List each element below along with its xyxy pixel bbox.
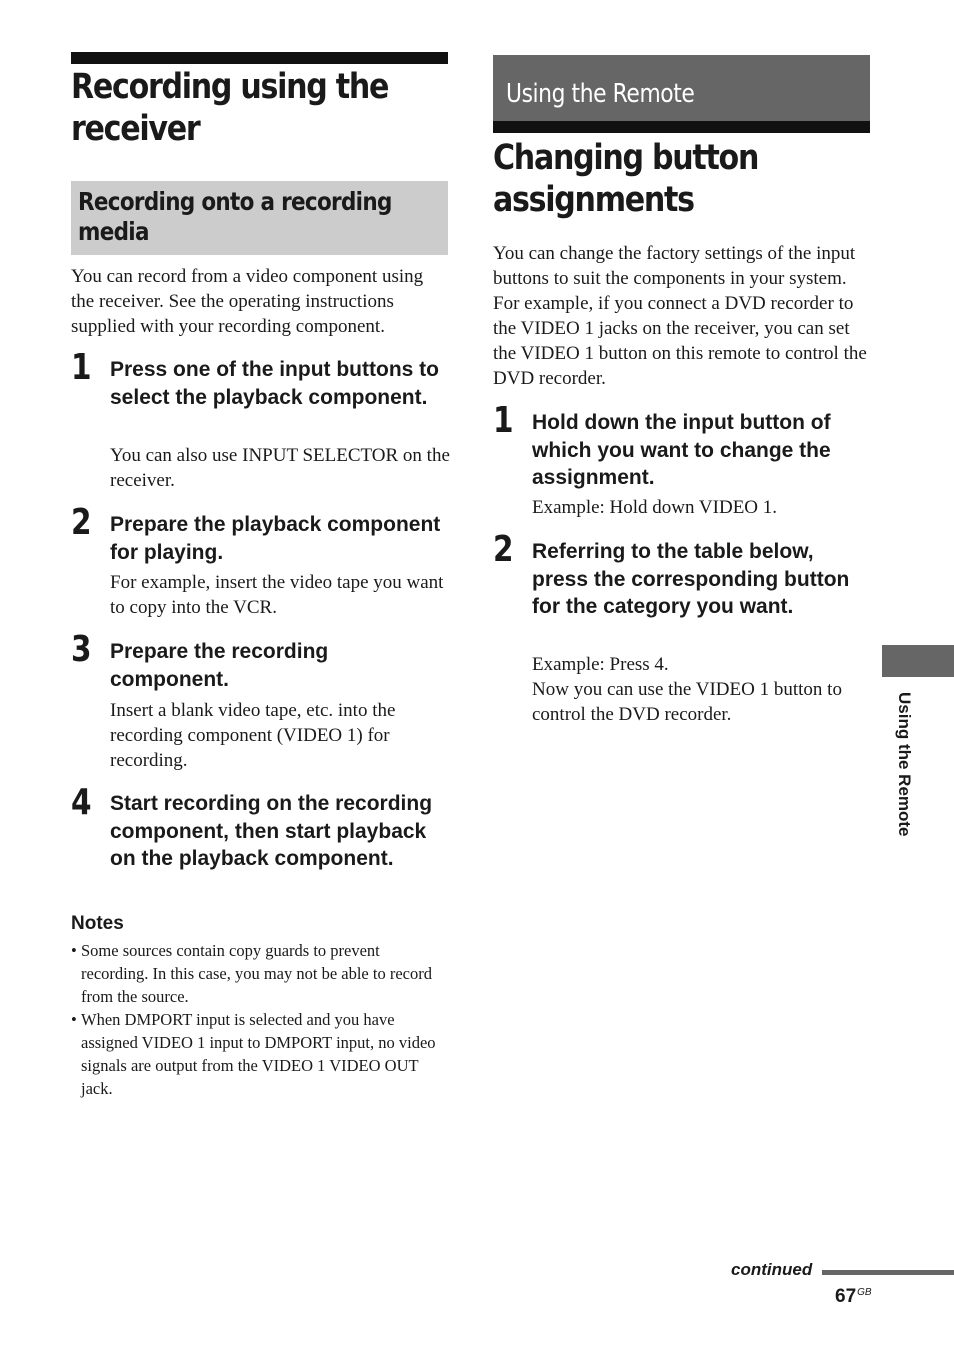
section-subheading: Recording onto a recording media [78,187,392,246]
step-title: Prepare the recording component. [110,640,329,691]
step-number: 1 [493,400,514,441]
page-number-value: 67 [835,1286,857,1307]
step-number: 1 [71,347,92,388]
page-number [835,1281,872,1309]
step-description: Example: Press 4. [532,654,669,675]
step-title: Start recording on the recording component, then start playback on the playback component. [110,792,433,870]
title-rule [71,52,448,64]
section-label-bar [493,55,870,121]
intro-paragraph: You can record from a video component using the receiver. See the operating instructions supplied with your recording component. [71,266,424,337]
step-description: Insert a blank video tape, etc. into the recording component (VIDEO 1) for recording. [110,700,396,771]
chapter-tab-label-box [893,692,917,872]
page-title: Recording using the receiver [71,67,389,149]
page-number-suffix: GB [857,1287,872,1298]
section-title: Changing button assignments [493,138,759,220]
step-title: Hold down the input button of which you want to change the assignment. [532,411,831,489]
step-title: Press one of the input buttons to select the playback component. [110,358,439,409]
note-item: • When DMPORT input is selected and you have assigned VIDEO 1 input to DMPORT input, no video signals are output from the VIDEO 1 VIDEO OUT jack. [71,1008,451,1100]
continued-label: continued [731,1260,813,1279]
step-title: Referring to the table below, press the corresponding button for the category you want. [532,540,850,618]
continued-rule [822,1270,954,1275]
note-item: • Some sources contain copy guards to prevent recording. In this case, you may not be able to record from the source. [71,939,451,1008]
step-number: 2 [493,529,514,570]
step-description-continued: Now you can use the VIDEO 1 button to control the DVD recorder. [532,679,842,725]
step-number: 4 [71,782,92,823]
section-subheading-box [71,181,448,255]
step-description: You can also use INPUT SELECTOR on the receiver. [110,445,450,491]
intro-paragraph: You can change the factory settings of the input buttons to suit the components in your system. For example, if you connect a DVD recorder to the VIDEO 1 jacks on the receiver, you can set the VIDEO 1 button on this remote to control the DVD recorder. [493,243,867,389]
step-title: Prepare the playback component for playing. [110,513,441,564]
notes-heading: Notes [71,913,124,934]
section-label: Using the Remote [506,79,695,109]
chapter-tab-label: Using the Remote [895,692,914,837]
step-number: 2 [71,502,92,543]
step-number: 3 [71,629,92,670]
notes-list [71,939,451,1100]
section-rule [493,121,870,133]
step-description: Example: Hold down VIDEO 1. [532,497,778,518]
chapter-tab [882,645,954,677]
step-description: For example, insert the video tape you want to copy into the VCR. [110,572,444,618]
